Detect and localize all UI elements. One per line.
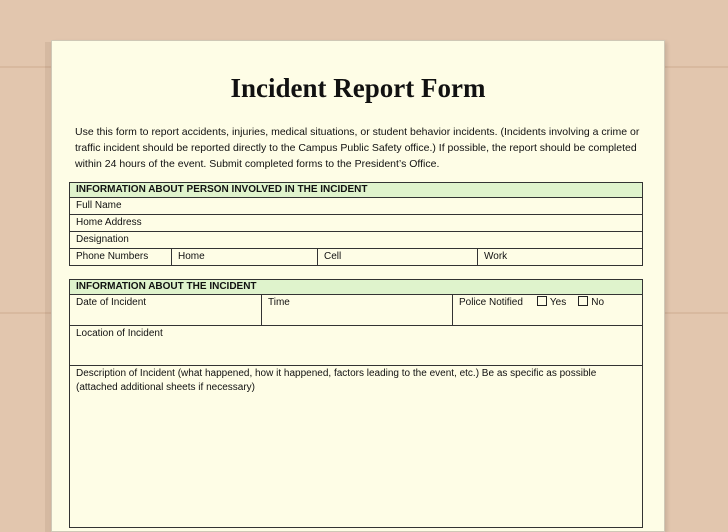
home-address-field[interactable]: Home Address xyxy=(70,215,643,232)
phone-numbers-label: Phone Numbers xyxy=(70,249,172,266)
description-instructions-line2: (attached additional sheets if necessary) xyxy=(76,382,255,393)
person-info-table xyxy=(69,182,643,266)
form-instructions: Use this form to report accidents, injuries, medical situations, or student behavior incidents. (Incidents involving a crime or traffic incident should be reported directly to the Campus Public Safety office.) If possible, the report should be completed within 24 hours of the event. Submit completed forms to the President’s Office. xyxy=(75,126,640,170)
person-section-header: INFORMATION ABOUT PERSON INVOLVED IN THE INCIDENT xyxy=(70,183,643,198)
police-notified-field xyxy=(453,295,643,326)
yes-label: Yes xyxy=(549,297,567,308)
description-instructions-line1: Description of Incident (what happened, how it happened, factors leading to the event, etc.) Be as specific as possible xyxy=(76,368,597,379)
no-label: No xyxy=(591,297,605,308)
time-field[interactable]: Time xyxy=(262,295,453,326)
cell-phone-field[interactable]: Cell xyxy=(318,249,478,266)
designation-field[interactable]: Designation xyxy=(70,232,643,249)
home-phone-field[interactable]: Home xyxy=(172,249,318,266)
description-field[interactable] xyxy=(70,366,643,528)
full-name-field[interactable]: Full Name xyxy=(70,198,643,215)
form-title: Incident Report Form xyxy=(230,73,486,103)
no-checkbox[interactable] xyxy=(578,296,588,306)
yes-checkbox[interactable] xyxy=(537,296,547,306)
incident-section-header: INFORMATION ABOUT THE INCIDENT xyxy=(70,280,643,295)
work-phone-field[interactable]: Work xyxy=(478,249,643,266)
form-paper xyxy=(51,40,665,532)
police-notified-label: Police Notified xyxy=(459,297,523,308)
incident-info-table xyxy=(69,279,643,528)
location-of-incident-field[interactable]: Location of Incident xyxy=(70,326,643,366)
date-of-incident-field[interactable]: Date of Incident xyxy=(70,295,262,326)
